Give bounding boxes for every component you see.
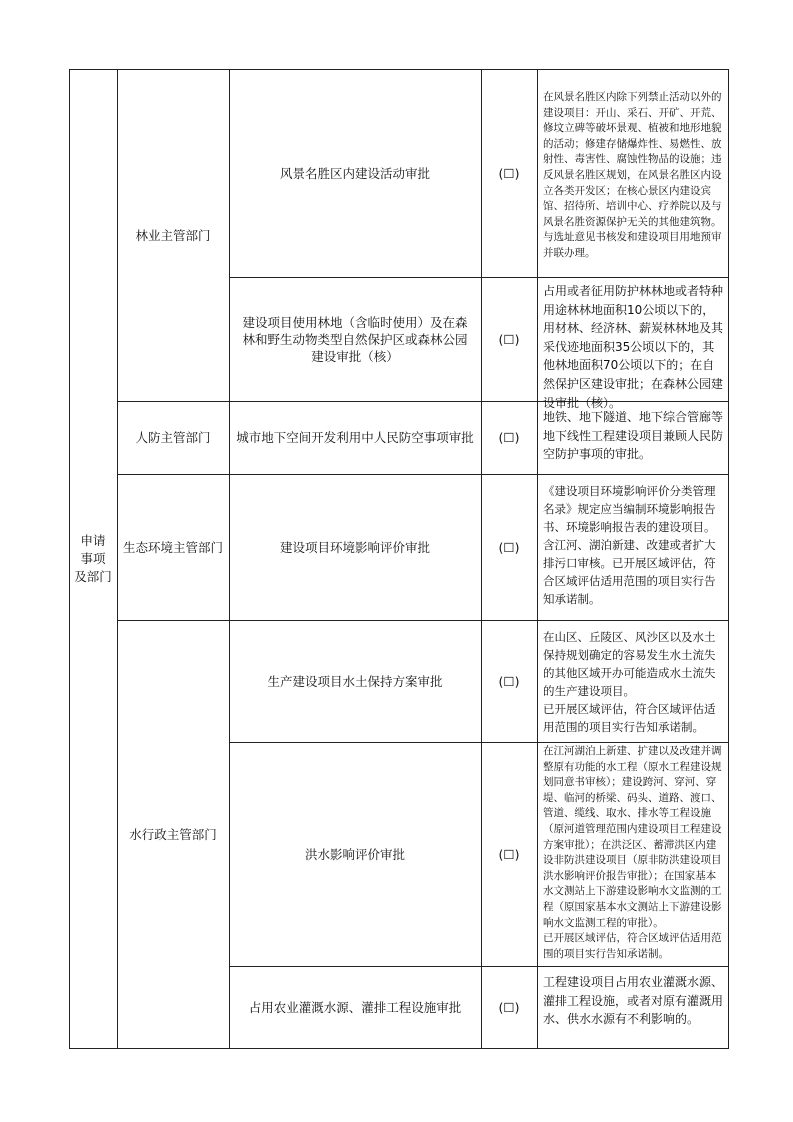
item-forest-land-checkbox[interactable]: (☐) (498, 331, 520, 347)
dept-ecology-environment: 生态环境主管部门 (122, 539, 223, 555)
item-forest-land-title: 建设项目使用林地（含临时使用）及在森林和野生动物类型自然保护区或森林公园建设审批（核） (242, 314, 468, 364)
item-eia-note: 《建设项目环境影响评价分类管理名录》规定应当编制环境影响报告书、环境影响报告表的建设项目。 含江河、湖泊新建、改建或者扩大排污口审核。已开展区域评估，符合区域评估适用范围的项目实行告知承诺制。 (543, 484, 716, 606)
item-eia-checkbox[interactable]: (☐) (498, 539, 520, 555)
item-irrigation-title: 占用农业灌溉水源、灌排工程设施审批 (248, 1000, 462, 1015)
item-soil-conservation-title: 生产建设项目水土保持方案审批 (267, 673, 443, 689)
dept-water-administration: 水行政主管部门 (129, 827, 217, 842)
category-label: 申请 事项 及部门 (74, 533, 112, 584)
item-irrigation-note: 工程建设项目占用农业灌溉水源、灌排工程设施，或者对原有灌溉用水、供水水源有不利影响的。 (543, 975, 724, 1027)
item-underground-checkbox[interactable]: (☐) (498, 430, 520, 445)
item-underground-note: 地铁、地下隧道、地下综合管廊等地下线性工程建设项目兼顾人民防空防护事项的审批。 (543, 410, 724, 462)
item-flood-impact-note: 在江河湖泊上新建、扩建以及改建并调整原有功能的水工程（原水工程建设规划同意书审核）；建设跨河、穿河、穿堤、临河的桥梁、码头、道路、渡口、管道、缆线、取水、排水等工程设施（原河道管理范围内建设项目工程建设方案审批）；在洪泛区、蓄滞洪区内建设非防洪建设项目（原非防洪建设项目洪水影响评价报告审批）；在国家基本水文测站上下游建设影响水文监测的工程（原国家基本水文测站上下游建设影响水文监测工程的审批）。 已开展区域评估，符合区域评估适用范围的项目实行告知承诺制。 (543, 745, 722, 960)
item-scenic-area-note: 在风景名胜区内除下列禁止活动以外的建设项目：开山、采石、开矿、开荒、修坟立碑等破坏景观、植被和地形地貌的活动；修建存储爆炸性、易燃性、放射性、毒害性、腐蚀性物品的设施；违反风景名胜区规划，在风景名胜区内设立各类开发区；在核心景区内建设宾馆、招待所、培训中心、疗养院以及与风景名胜资源保护无关的其他建筑物。与选址意见书核发和建设项目用地预审并联办理。 (543, 91, 722, 259)
item-flood-impact-title: 洪水影响评价审批 (304, 846, 405, 862)
item-eia-title: 建设项目环境影响评价审批 (279, 539, 430, 555)
dept-forestry: 林业主管部门 (135, 227, 211, 243)
item-flood-impact-checkbox[interactable]: (☐) (498, 846, 520, 862)
item-irrigation-checkbox[interactable]: (☐) (498, 1000, 520, 1015)
item-soil-conservation-checkbox[interactable]: (☐) (498, 673, 520, 689)
item-scenic-area-checkbox[interactable]: (☐) (498, 165, 520, 181)
item-soil-conservation-note: 在山区、丘陵区、风沙区以及水土保持规划确定的容易发生水土流失的其他区域开办可能造成水土流失的生产建设项目。 已开展区域评估，符合区域评估适用范围的项目实行告知承诺制。 (543, 630, 716, 734)
item-underground-title: 城市地下空间开发利用中人民防空事项审批 (236, 430, 474, 445)
item-scenic-area-title: 风景名胜区内建设活动审批 (279, 165, 430, 181)
dept-civil-defense: 人防主管部门 (135, 430, 211, 445)
item-forest-land-note: 占用或者征用防护林林地或者特种用途林林地面积10公顷以下的，用材林、经济林、薪炭林林地及其采伐迹地面积35公顷以下的，其他林地面积70公顷以下的；在自然保护区建设审批；在森林公园建设审批（核）。 (543, 284, 724, 410)
